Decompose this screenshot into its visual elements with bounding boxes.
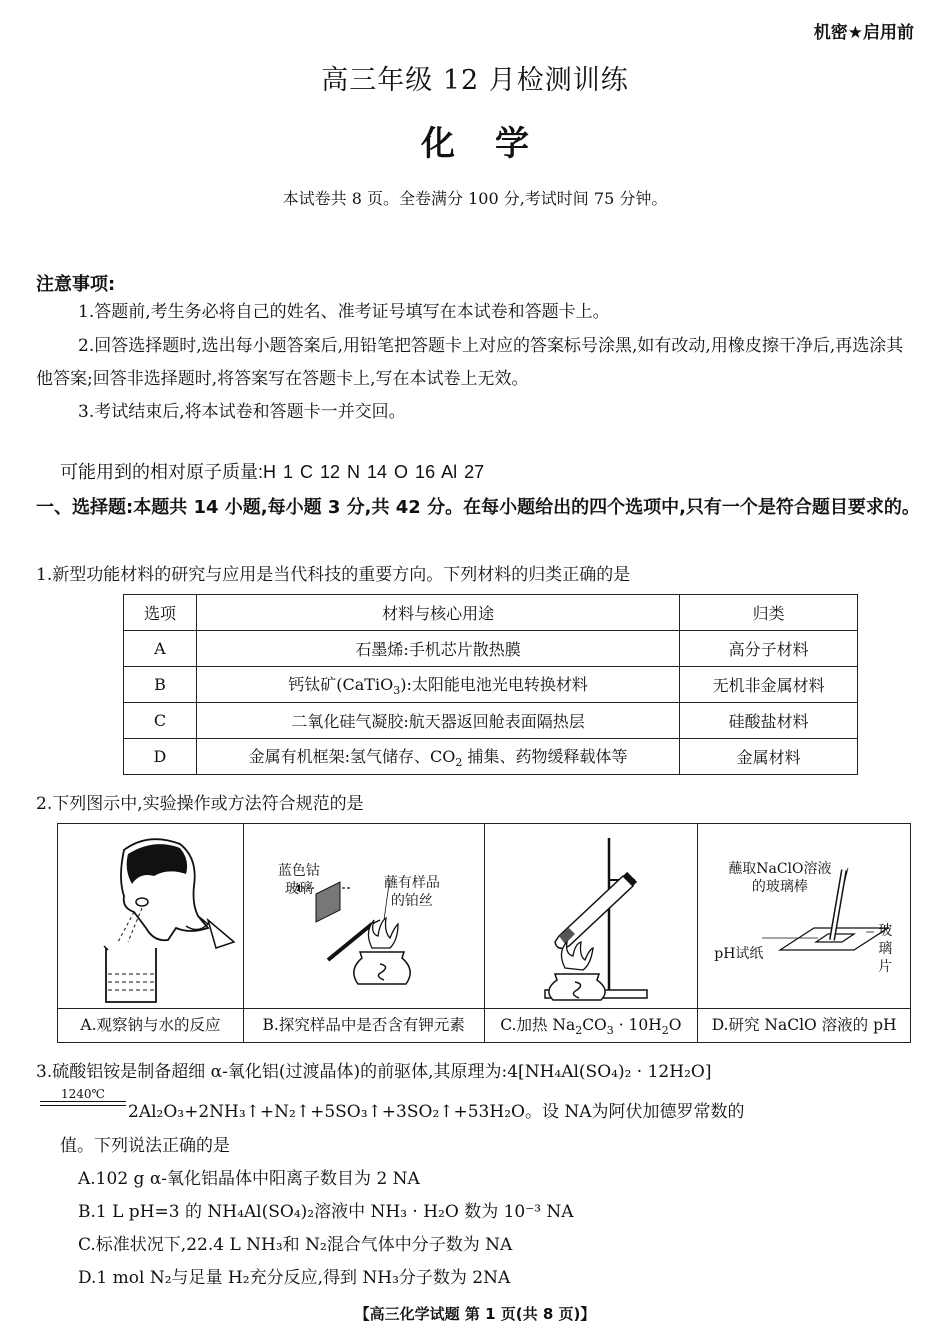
notice-heading: 注意事项: xyxy=(36,274,116,295)
figure-b-caption: B.探究样品中是否含有钾元素 xyxy=(244,1008,484,1042)
table-row xyxy=(124,631,858,667)
question-3-option-b: B.1 L pH=3 的 NH₄Al(SO₄)₂溶液中 NH₃ · H₂O 数为 10⁻³ NA xyxy=(78,1202,574,1222)
table-header: 材料与核心用途 xyxy=(196,595,679,631)
glass-slide-label: 玻 璃 片 xyxy=(878,923,893,975)
equal-sign xyxy=(40,1101,126,1106)
heating-test-tube-illustration xyxy=(485,824,699,1010)
material-cell: 石墨烯:手机芯片散热膜 xyxy=(196,631,679,667)
category-cell: 高分子材料 xyxy=(680,631,858,667)
figure-a-caption: A.观察钠与水的反应 xyxy=(58,1008,243,1042)
figure-d xyxy=(698,824,910,1042)
category-cell: 金属材料 xyxy=(680,739,858,775)
figure-d-caption: D.研究 NaClO 溶液的 pH xyxy=(698,1008,910,1042)
option-letter: B xyxy=(124,667,197,703)
category-cell: 硅酸盐材料 xyxy=(680,703,858,739)
table-row xyxy=(124,739,858,775)
question-2-stem: 2.下列图示中,实验操作或方法符合规范的是 xyxy=(36,794,364,814)
material-text: 捕集、药物缓释载体等 xyxy=(462,746,628,766)
material-cell xyxy=(196,667,679,703)
table-row xyxy=(124,667,858,703)
page-footer: 【高三化学试题 第 1 页(共 8 页)】 xyxy=(354,1305,596,1323)
table-header-row xyxy=(124,595,858,631)
material-cell xyxy=(196,739,679,775)
question-3-option-d: D.1 mol N₂与足量 H₂充分反应,得到 NH₃分子数为 2NA xyxy=(78,1268,511,1288)
material-text: 金属有机框架:氢气储存、CO xyxy=(248,746,456,766)
question-3-stem: 3.硫酸铝铵是制备超细 α-氧化铝(过渡晶体)的前驱体,其原理为:4[NH₄Al(SO₄)₂ · 12H₂O] xyxy=(36,1062,712,1082)
reaction-condition xyxy=(40,1088,126,1106)
section-heading: 一、选择题:本题共 14 小题,每小题 3 分,共 42 分。在每小题给出的四个选项中,只有一个是符合题目要求的。 xyxy=(36,497,920,518)
person-looking-into-beaker-illustration xyxy=(58,824,244,1010)
table-header: 选项 xyxy=(124,595,197,631)
glass-rod-label: 蘸取NaClO溶液 的玻璃棒 xyxy=(728,861,832,895)
question-3-option-c: C.标准状况下,22.4 L NH₃和 N₂混合气体中分子数为 NA xyxy=(78,1235,513,1255)
material-text: 钙钛矿(CaTiO xyxy=(288,674,394,694)
exam-info: 本试卷共 8 页。全卷满分 100 分,考试时间 75 分钟。 xyxy=(282,189,668,208)
ph-paper-label: pH试纸 xyxy=(714,946,764,962)
material-text: ):太阳能电池光电转换材料 xyxy=(400,674,588,694)
option-letter: C xyxy=(124,703,197,739)
question-3-stem-end: 值。下列说法正确的是 xyxy=(60,1136,230,1156)
notice-item-2: 2.回答选择题时,选出每小题答案后,用铅笔把答题卡上对应的答案标号涂黑,如有改动,用橡皮擦干净后,再选涂其他答案;回答非选择题时,将答案写在答题卡上,写在本试卷上无效。 xyxy=(36,336,904,389)
subscript: 2 xyxy=(455,756,463,770)
atomic-masses: 可能用到的相对原子质量:H 1 C 12 N 14 O 16 Al 27 xyxy=(60,462,485,482)
table-row xyxy=(124,703,858,739)
figure-c xyxy=(485,824,699,1042)
figure-b xyxy=(244,824,485,1042)
figure-c-caption: C.加热 $Na_2CO_3 \cdot 10H_2O$ xyxy=(485,1008,698,1042)
subscript: 3 xyxy=(393,684,401,698)
cobalt-glass-label: 蓝色钴 玻璃 xyxy=(277,863,320,897)
category-cell: 无机非金属材料 xyxy=(680,667,858,703)
notice-item-1: 1.答题前,考生务必将自己的姓名、准考证号填写在本试卷和答题卡上。 xyxy=(78,302,610,322)
exam-title: 高三年级 12 月检测训练 xyxy=(321,65,629,96)
subject-title: 化学 xyxy=(421,124,569,164)
figure-a xyxy=(58,824,244,1042)
question-1-stem: 1.新型功能材料的研究与应用是当代科技的重要方向。下列材料的归类正确的是 xyxy=(36,565,631,585)
option-letter: A xyxy=(124,631,197,667)
temperature-label: 1240℃ xyxy=(61,1087,105,1101)
pt-wire-label: 蘸有样品 的铂丝 xyxy=(383,875,440,909)
question-2-figures xyxy=(57,823,911,1043)
flame-test-cobalt-glass-illustration xyxy=(244,824,485,1010)
ph-test-illustration xyxy=(698,824,911,1010)
notice-item-3: 3.考试结束后,将本试卷和答题卡一并交回。 xyxy=(78,402,406,422)
table-header: 归类 xyxy=(680,595,858,631)
question-3-option-a: A.102 g α-氧化铝晶体中阳离子数目为 2 NA xyxy=(78,1169,420,1189)
option-letter: D xyxy=(124,739,197,775)
question-3-equation: 2Al₂O₃+2NH₃↑+N₂↑+5SO₃↑+3SO₂↑+53H₂O。设 NA为阿伏加德罗常数的 xyxy=(128,1102,745,1122)
material-cell: 二氧化硅气凝胶:航天器返回舱表面隔热层 xyxy=(196,703,679,739)
question-1-table xyxy=(123,594,858,775)
confidential-mark: 机密★启用前 xyxy=(813,23,914,43)
